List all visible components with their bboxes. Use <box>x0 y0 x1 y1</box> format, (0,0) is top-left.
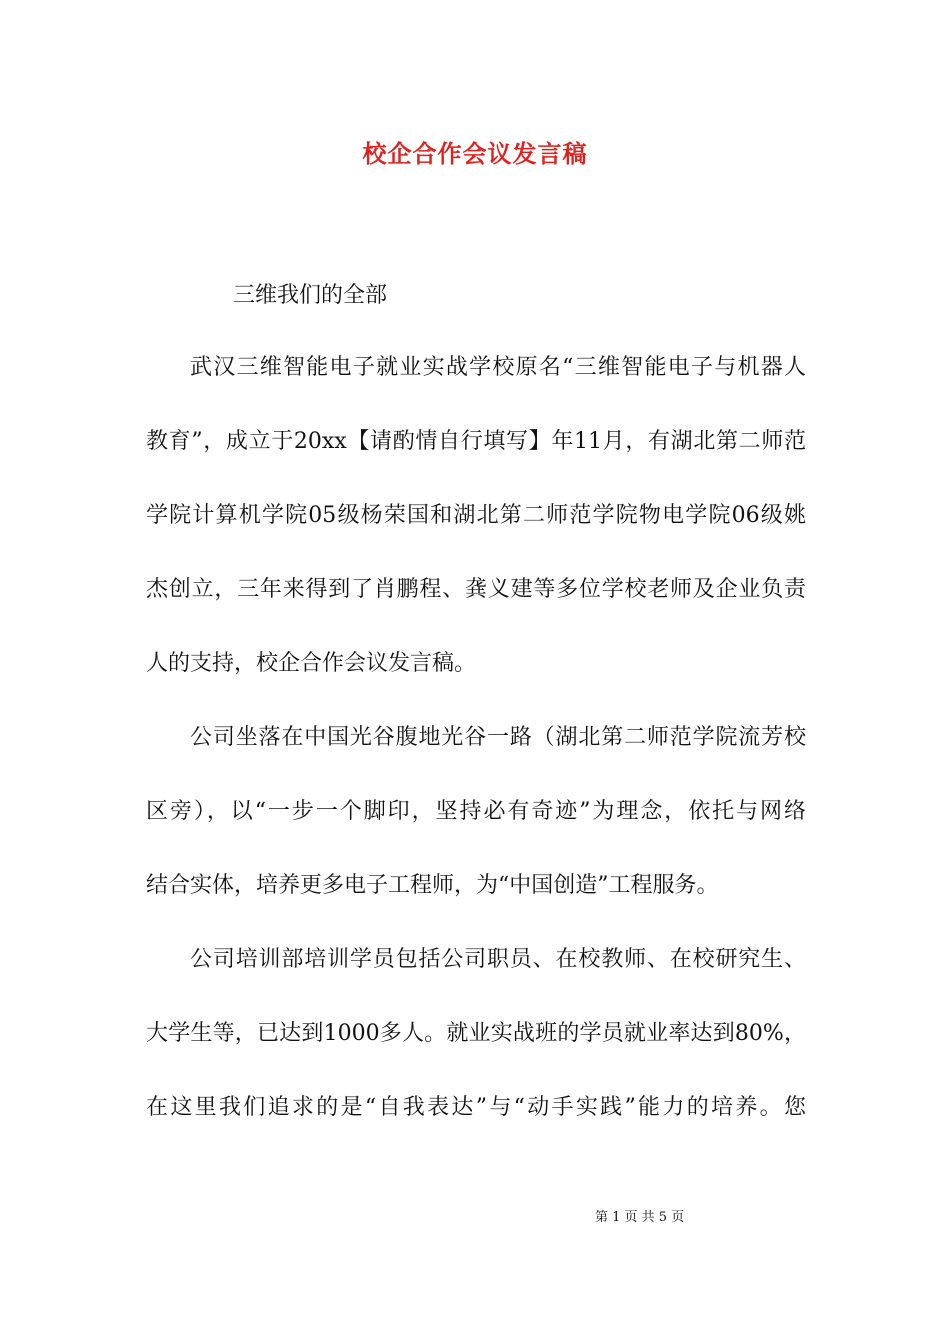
paragraph-line: 杰创立，三年来得到了肖鹏程、龚义建等多位学校老师及企业负责 <box>146 577 806 602</box>
document-title: 校企合作会议发言稿 <box>362 139 588 168</box>
paragraph-line: 武汉三维智能电子就业实战学校原名“三维智能电子与机器人 <box>190 355 806 380</box>
paragraph-line: 在这里我们追求的是“自我表达”与“动手实践”能力的培养。您 <box>146 1095 806 1120</box>
paragraph-line: 大学生等，已达到1000多人。就业实战班的学员就业率达到80%， <box>146 1021 806 1046</box>
paragraph-line: 公司培训部培训学员包括公司职员、在校教师、在校研究生、 <box>190 947 806 972</box>
paragraph-line: 结合实体，培养更多电子工程师，为“中国创造”工程服务。 <box>146 873 719 898</box>
paragraph-line: 公司坐落在中国光谷腹地光谷一路（湖北第二师范学院流芳校 <box>190 725 806 750</box>
paragraph-line: 人的支持，校企合作会议发言稿。 <box>146 651 477 676</box>
paragraph-line: 区旁），以“一步一个脚印，坚持必有奇迹”为理念，依托与网络 <box>146 799 806 824</box>
section-heading: 三维我们的全部 <box>233 283 388 308</box>
page-number-footer: 第 1 页 共 5 页 <box>595 1210 685 1225</box>
paragraph-line: 学院计算机学院05级杨荣国和湖北第二师范学院物电学院06级姚 <box>146 503 806 528</box>
paragraph-line: 教育”，成立于20xx【请酌情自行填写】年11月，有湖北第二师范 <box>146 429 806 454</box>
